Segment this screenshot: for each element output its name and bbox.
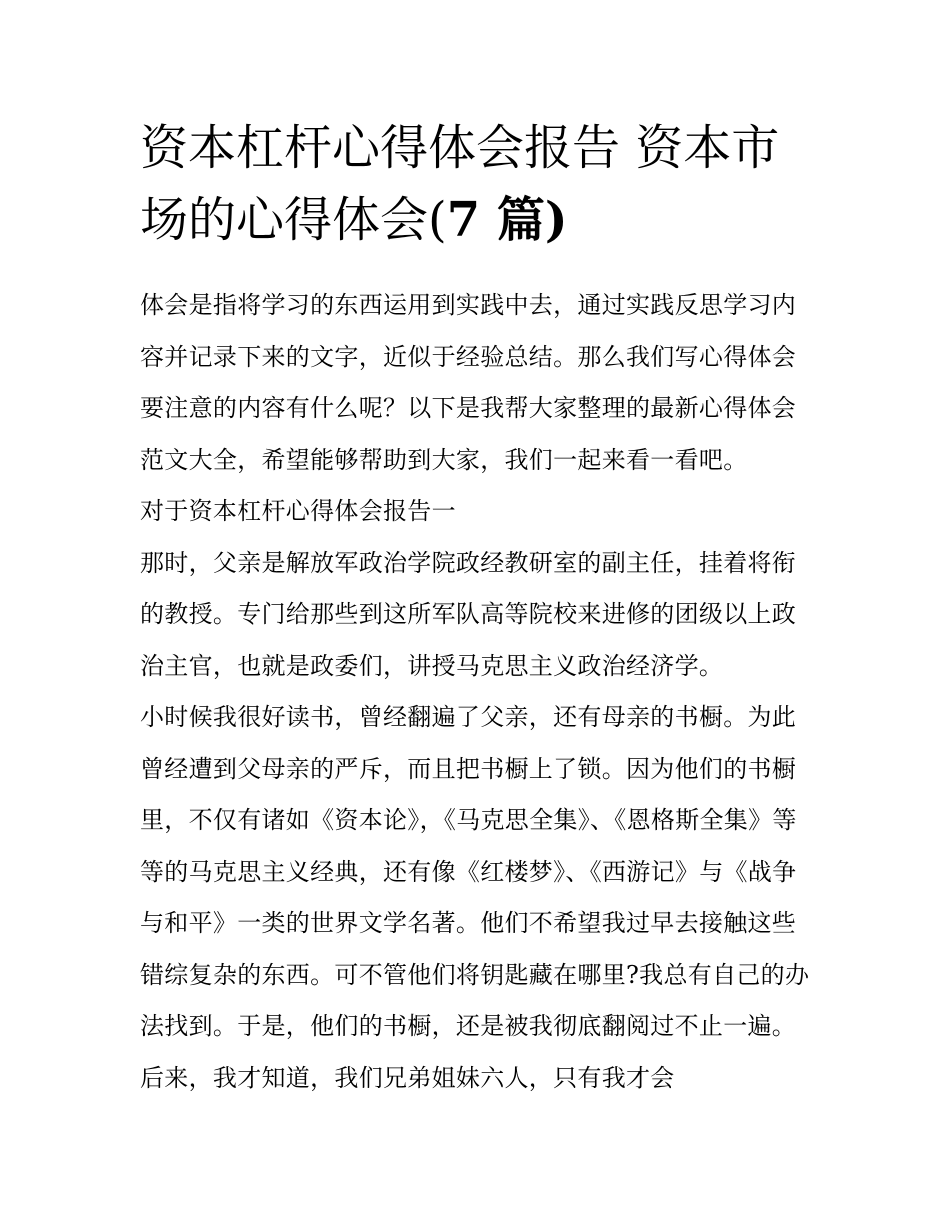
section-heading: 对于资本杠杆心得体会报告一 <box>140 497 456 525</box>
title-text: 资本杠杆心得体会报告 资本市场的心得体会( <box>140 120 780 248</box>
intro-paragraph: 体会是指将学习的东西运用到实践中去，通过实践反思学习内容并记录下来的文字，近似于经验总结。那么我们写心得体会要注意的内容有什么呢？以下是我帮大家整理的最新心得体会范文大全，希望能够帮助到大家，我们一起来看一看吧。 <box>140 291 797 474</box>
document-title <box>140 112 820 256</box>
document-body <box>140 280 820 1104</box>
body-paragraph: 那时，父亲是解放军政治学院政经教研室的副主任，挂着将衔的教授。专门给那些到这所军队高等院校来进修的团级以上政治主官，也就是政委们，讲授马克思主义政治经济学。 <box>140 548 797 680</box>
title-suffix: 篇) <box>480 192 568 248</box>
body-paragraph: 小时候我很好读书，曾经翻遍了父亲，还有母亲的书橱。为此曾经遭到父母亲的严斥，而且把书橱上了锁。因为他们的书橱里，不仅有诸如《资本论》，《马克思全集》、《恩格斯全集》等等的马克思主义经典，还有像《红楼梦》、《西游记》与《战争与和平》一类的世界文学名著。他们不希望我过早去接触这些错综复杂的东西。可不管他们将钥匙藏在哪里?我总有自己的办法找到。于是，他们的书橱，还是被我彻底翻阅过不止一遍。后来，我才知道，我们兄弟姐妹六人，只有我才会 <box>140 703 810 1092</box>
title-count: 7 <box>446 192 481 248</box>
